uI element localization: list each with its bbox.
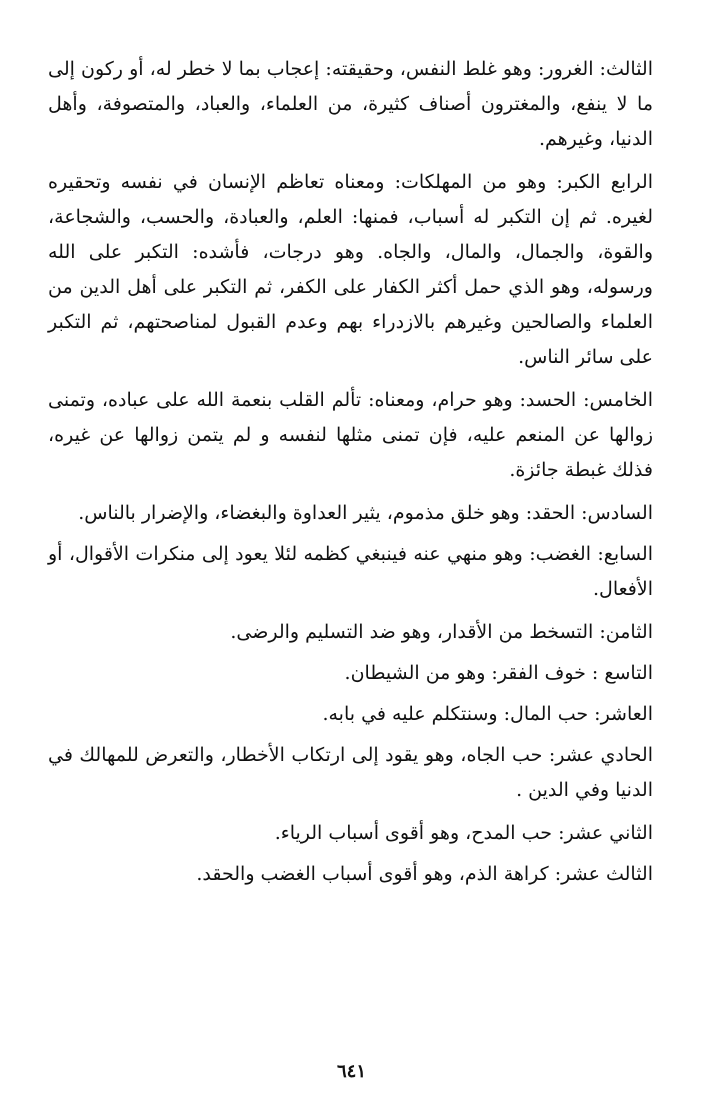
paragraph-tasakhkhut: الثامن: التسخط من الأقدار، وهو ضد التسليم والرضى. xyxy=(230,621,653,643)
paragraph-hasad: الخامس: الحسد: وهو حرام، ومعناه: تألم القلب بنعمة الله على عباده، وتمنى زوالها عن المنعم عليه، فإن تمنى مثلها لنفسه و لم يتمن زوالها عن غيره، فذلك غبطة جائزة. xyxy=(48,389,653,481)
paragraph-hubb-almadh: الثاني عشر: حب المدح، وهو أقوى أسباب الرياء. xyxy=(274,822,653,844)
paragraph-hiqd: السادس: الحقد: وهو خلق مذموم، يثير العداوة والبغضاء، والإضرار بالناس. xyxy=(78,502,653,524)
page-number: ٦٤١ xyxy=(336,1061,366,1082)
paragraph-hubb-almal: العاشر: حب المال: وسنتكلم عليه في بابه. xyxy=(322,703,653,725)
paragraph-khawf-alfaqr: التاسع : خوف الفقر: وهو من الشيطان. xyxy=(344,662,653,684)
paragraph-karahat-aldhamm: الثالث عشر: كراهة الذم، وهو أقوى أسباب الغضب والحقد. xyxy=(196,863,653,885)
paragraph-ghadab: السابع: الغضب: وهو منهي عنه فينبغي كظمه لئلا يعود إلى منكرات الأقوال، أو الأفعال. xyxy=(48,543,653,600)
page-body xyxy=(48,52,653,1060)
paragraph-kibr: الرابع الكبر: وهو من المهلكات: ومعناه تعاظم الإنسان في نفسه وتحقيره لغيره. ثم إن التكبر له أسباب، فمنها: العلم، والعبادة، والحسب، والشجاعة، والقوة، والجمال، والمال، والجاه. وهو درجات، فأشده: التكبر على الله ورسوله، وهو الذي حمل أكثر الكفار على الكفر، ثم التكبر على أهل الدين من العلماء والصالحين وغيرهم بالازدراء بهم وعدم القبول لمناصحتهم، ثم التكبر على سائر الناس. xyxy=(48,171,653,368)
paragraph-ghurur: الثالث: الغرور: وهو غلط النفس، وحقيقته: إعجاب بما لا خطر له، أو ركون إلى ما لا ينفع، والمغترون أصناف كثيرة، من العلماء، والعباد، والمتصوفة، وأهل الدنيا، وغيرهم. xyxy=(48,58,653,150)
paragraph-hubb-aljah: الحادي عشر: حب الجاه، وهو يقود إلى ارتكاب الأخطار، والتعرض للمهالك في الدنيا وفي الدين . xyxy=(48,744,653,801)
